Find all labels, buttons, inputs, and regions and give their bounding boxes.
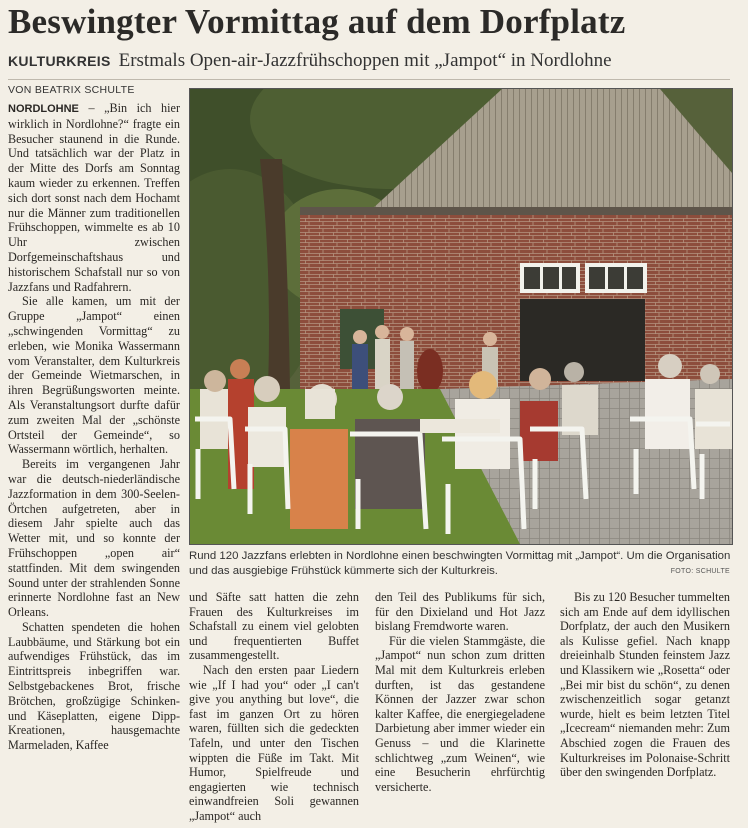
byline: VON BEATRIX SCHULTE [8,84,135,96]
divider [8,79,730,80]
paragraph: den Teil des Publikums für sich, für den Dixieland und Hot Jazz bislang Fremdworte waren. [375,590,545,634]
paragraph: Nach den ersten paar Liedern wie „If I had you“ oder „I can't give you anything but love“, die fast im ganzen Ort zu hören waren, füllten sich die gedeckten Tafeln, und unter den Tischen wippten die Füße im Takt. Mit Humor, Spielfreude und engagierten wie technisch einwandfreien Soli gewannen „Jampot“ auch [189,662,359,823]
photo-credit: FOTO: SCHULTE [670,568,730,575]
article-photo [189,88,733,545]
paragraph: Schatten spendeten die hohen Laubbäume, und Stärkung bot ein aufwendiges Frühstück, das im Eintrittspreis inbegriffen war. Selbstgebackenes Brot, frische Brötchen, großzügige Schinken- und Käseplatten, eigene Dipp-Kreationen, hausgemachte Marmeladen, Kaffee [8,619,180,753]
headline: Beswingter Vormittag auf dem Dorfplatz [8,2,626,41]
subheadline-row [8,50,744,72]
paragraph: Sie alle kamen, um mit der Gruppe „Jampot“ einen „schwingenden Vormittag“ zu erleben, wie Monika Wassermann vom Veranstalter, dem Kulturkreis der Gemeinde Wietmarschen, in ihren Begrüßungsworten meinte. Als Veranstaltungsort durfte dafür zum zweiten Mal der „schönste Ortsteil der Gemeinde“, so Wassermann wörtlich, herhalten. [8,294,180,457]
dateline: NORDLOHNE [8,103,79,115]
subheadline: Erstmals Open-air-Jazzfrühschoppen mit „Jampot“ in Nordlohne [118,50,612,71]
article-column-3 [375,590,545,826]
paragraph: Bis zu 120 Besucher tummelten sich am Ende auf dem idyllischen Dorfplatz, der auch den Musikern als Kulisse gefiel. Nach knapp dreieinhalb Stunden feinstem Jazz und Klassikern wie „Rosetta“ oder „Bei mir bist du schön“, zu denen zwischenzeitlich sogar getanzt wurde, hielt es beim letzten Titel „Icecream“ niemanden mehr: Zum Abschied zogen die Frauen des Kulturkreises im Polonaise-Schritt über den swingenden Dorfplatz. [560,590,730,780]
article-column-1 [8,101,180,826]
kicker: KULTURKREIS [8,53,111,69]
paragraph: NORDLOHNE – „Bin ich hier wirklich in Nordlohne?“ fragte ein Besucher staunend in die Runde. Und tatsächlich war der Platz in der Mitte des Dorfs am Sonntag kaum wieder zu erkennen. Treffen sich dort sonst nach dem Hochamt nur die Männer zum traditionellen Frühschoppen, wimmelte es ab 10 Uhr zwischen Dorfgemeinschaftshaus und historischem Schafstall nur so von Jazzfans und Radfahrern. [8,101,180,294]
paragraph: Bereits im vergangenen Jahr war die deutsch-niederländische Jazzformation in dem 300-Seelen-Örtchen aufgetreten, aber in diesem Jahr spielte auch das Wetter mit, und so konnte der Frühschoppen „open air“ stattfinden. Mit dem swingenden Sound unter der strahlenden Sonne erinnerte Nordlohne fast an New Orleans. [8,457,180,620]
paragraph: und Säfte satt hatten die zehn Frauen des Kulturkreises im Schafstall zu einem viel gelobten und frequentierten Buffet zusammengestellt. [189,590,359,663]
article-column-2 [189,590,359,826]
photo-caption: Rund 120 Jazzfans erlebten in Nordlohne einen beschwingten Vormittag mit „Jampot“. Um die Organisation und das ausgiebige Frühstück kümmerte sich der Kulturkreis. [189,550,731,577]
article-column-4 [560,590,730,826]
paragraph: Für die vielen Stammgäste, die „Jampot“ nun schon zum dritten Mal mit dem Kulturkreis erleben durften, ist das gestandene Können der Jazzer zwar schon kalter Kaffee, die energiegeladene Darbietung aber immer wieder ein Genuss – und die Klarinette schlichtweg „zum Weinen“, wie eine Besucherin ehrfürchtig versicherte. [375,633,545,794]
